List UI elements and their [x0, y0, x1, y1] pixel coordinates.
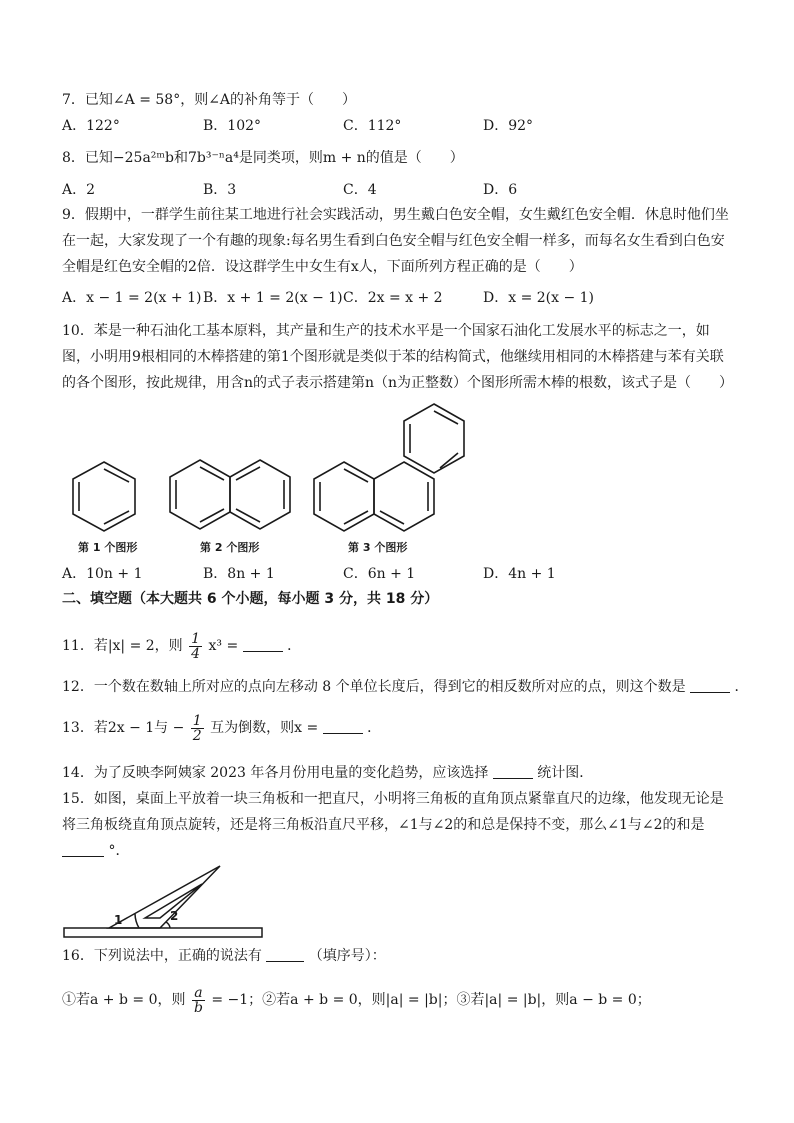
- q9-stem: 9．假期中，一群学生前往某工地进行社会实践活动，男生戴白色安全帽，女生戴红色安全帽．休息时他们坐在一起，大家发现了一个有趣的现象:每名男生看到白色安全帽与红色安全帽一样多，而每名女生看到白色安全帽是红色安全帽的2倍．设这群学生中女生有x人，下面所列方程正确的是（ ）: [62, 207, 729, 275]
- q12-end: ．: [734, 679, 749, 695]
- q13: [62, 712, 381, 744]
- q16-statements: [62, 982, 651, 1018]
- benzene-figure-2: [166, 456, 298, 536]
- q11-answer-blank[interactable]: [243, 637, 283, 652]
- q9-option-c[interactable]: C．2x = x + 2: [343, 290, 443, 306]
- q10-option-a[interactable]: A．10n + 1: [62, 566, 143, 582]
- q15-text: 15．如图，桌面上平放着一块三角板和一把直尺，小明将三角板的直角顶点紧靠直尺的边缘，他发现无论是将三角板绕直角顶点旋转，还是将三角板沿直尺平移，∠1与∠2的和总是保持不变，那么∠1与∠2的和是: [62, 791, 724, 833]
- q7-option-b[interactable]: B．102°: [203, 118, 262, 134]
- q12-text: 12．一个数在数轴上所对应的点向左移动 8 个单位长度后，得到它的相反数所对应的点，则这个数是: [62, 679, 686, 695]
- q7-option-c[interactable]: C．112°: [343, 118, 402, 134]
- q16-frac-num: a: [192, 986, 205, 1001]
- q16: [62, 946, 386, 966]
- q7-option-d[interactable]: D．92°: [483, 118, 534, 134]
- q7-options: [62, 116, 702, 136]
- q11-end: ．: [287, 638, 302, 654]
- figure-3-label: 第 3 个图形: [348, 541, 408, 554]
- q16-frac-den: b: [193, 999, 203, 1016]
- figure-2-label: 第 2 个图形: [200, 541, 260, 554]
- benzene-figure-1: [68, 458, 140, 534]
- q11-fraction: [189, 632, 202, 661]
- q13-answer-blank[interactable]: [323, 719, 363, 734]
- q7-stem: 7．已知∠A = 58°，则∠A的补角等于（ ）: [62, 92, 357, 108]
- q10-option-c[interactable]: C．6n + 1: [343, 566, 416, 582]
- q8-option-c[interactable]: C．4: [343, 182, 377, 198]
- q15: [62, 786, 734, 864]
- q11: [62, 630, 301, 662]
- q13-end: ．: [367, 720, 382, 736]
- q10-stem: 10．苯是一种石油化工基本原料，其产量和生产的技术水平是一个国家石油化工发展水平的标志之一，如图，小明用9根相同的木棒搭建的第1个图形就是类似于苯的结构简式，他继续用相同的木棒搭建与苯有关联的各个图形，按此规律，用含n的式子表示搭建第n（n为正整数）个图形所需木棒的根数，该式子是（ ）: [62, 323, 734, 391]
- angle-1-label: 1: [114, 913, 123, 927]
- q8-options: [62, 180, 702, 200]
- section-2-heading: 二、填空题（本大题共 6 个小题，每小题 3 分，共 18 分）: [62, 591, 439, 607]
- q11-frac-num: 1: [191, 630, 201, 647]
- q16-answer-blank[interactable]: [266, 947, 304, 962]
- q11-pre: 11．若|x| = 2，则: [62, 638, 183, 654]
- angle-2-label: 2: [170, 909, 179, 923]
- benzene-figure-3: [310, 400, 476, 540]
- q10-option-d[interactable]: D．4n + 1: [483, 566, 556, 582]
- q14-pre: 14．为了反映李阿姨家 2023 年各月份用电量的变化趋势，应该选择: [62, 765, 489, 781]
- q13-frac-num: 1: [192, 712, 202, 729]
- q8-stem: 8．已知−25a²ᵐb和7b³⁻ⁿa⁴是同类项，则m + n的值是（ ）: [62, 150, 464, 166]
- q16-s1-post: = −1；②若a + b = 0，则|a| = |b|；③若|a| = |b|，则a − b = 0；: [211, 992, 651, 1008]
- q7-option-a[interactable]: A．122°: [62, 118, 120, 134]
- q16-fraction: [192, 986, 205, 1015]
- q11-post: x³ =: [208, 638, 239, 654]
- q16-s1-pre: ①若a + b = 0，则: [62, 992, 186, 1008]
- figure-1-label: 第 1 个图形: [78, 541, 138, 554]
- q10-options: [62, 564, 702, 584]
- triangle-ruler-figure: [62, 862, 266, 944]
- triangle-outer: [109, 866, 220, 928]
- q13-pre: 13．若2x − 1与 −: [62, 720, 185, 736]
- q10-option-b[interactable]: B．8n + 1: [203, 566, 275, 582]
- q12: [62, 677, 749, 697]
- q9-option-a[interactable]: A．x − 1 = 2(x + 1): [62, 290, 202, 306]
- q11-frac-den: 4: [191, 645, 201, 662]
- q8-option-d[interactable]: D．6: [483, 182, 518, 198]
- angle-1-arc: [135, 914, 139, 928]
- q15-answer-blank[interactable]: [62, 842, 104, 857]
- q14-post: 统计图．: [537, 765, 594, 781]
- q9-option-d[interactable]: D．x = 2(x − 1): [483, 290, 595, 306]
- q13-post: 互为倒数，则x =: [210, 720, 319, 736]
- q9-option-b[interactable]: B．x + 1 = 2(x − 1): [203, 290, 343, 306]
- q8-option-a[interactable]: A．2: [62, 182, 96, 198]
- q13-fraction: [191, 714, 204, 743]
- q16-pre: 16．下列说法中，正确的说法有: [62, 948, 262, 964]
- q9-options: [62, 288, 702, 308]
- q14-answer-blank[interactable]: [493, 764, 533, 779]
- ruler: [64, 928, 262, 937]
- q12-answer-blank[interactable]: [690, 678, 730, 693]
- q13-frac-den: 2: [192, 727, 202, 744]
- q15-end: °．: [108, 843, 130, 859]
- q14: [62, 763, 593, 783]
- q16-post: （填序号）：: [308, 948, 386, 964]
- q8-option-b[interactable]: B．3: [203, 182, 237, 198]
